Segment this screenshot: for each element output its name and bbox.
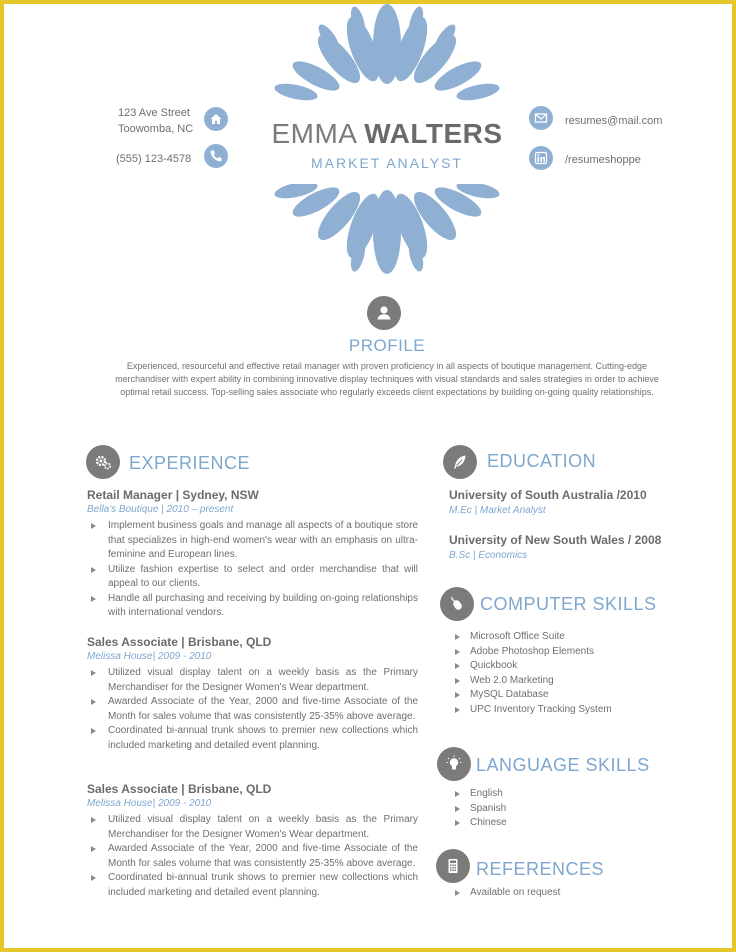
job-bullets [87, 666, 418, 753]
candidate-name [204, 118, 570, 150]
feather-icon [443, 445, 477, 479]
degree: B.Sc | Economics [449, 550, 528, 561]
bullet-item: Awarded Associate of the Year, 2000 and five-time Associate of the Month for sales volume that was consistently 25-35% above average. [87, 842, 418, 871]
computer-skills-title: COMPUTER SKILLS [480, 594, 657, 614]
address [118, 105, 193, 137]
linkedin: /resumeshoppe [565, 154, 641, 166]
bullet-item: Handle all purchasing and receiving by building on-going relationships with international vendors. [87, 592, 418, 621]
degree: M.Ec | Market Analyst [449, 505, 546, 516]
references-list [450, 886, 560, 901]
profile-title: PROFILE [348, 336, 426, 355]
job-bullets [87, 519, 418, 621]
education-title: EDUCATION [487, 451, 597, 471]
language-skills-list [450, 787, 507, 831]
name-last: WALTERS [364, 118, 503, 149]
job-entry-1 [87, 487, 418, 621]
bullet-item: Implement business goals and manage all aspects of a boutique store that specializes in high-end women's wear with an emphasis on ultra-feminine and European lines. [87, 519, 418, 563]
job-title: Retail Manager | Sydney, NSW [87, 488, 259, 502]
list-item: UPC Inventory Tracking System [450, 703, 612, 718]
bullet-item: Awarded Associate of the Year, 2000 and five-time Associate of the Month for sales volume that was consistently 25-35% above average. [87, 695, 418, 724]
job-bullets [87, 813, 418, 900]
mouse-icon [440, 587, 474, 621]
address-line1: 123 Ave Street [118, 107, 190, 119]
list-item: Quickbook [450, 659, 612, 674]
bullet-item: Utilized visual display talent on a weekly basis as the Primary Merchandiser for the Designer Women's Wear department. [87, 666, 418, 695]
job-entry-2 [87, 634, 418, 753]
list-item: Spanish [450, 802, 507, 817]
job-entry-3 [87, 781, 418, 900]
job-meta: Bella's Boutique | 2010 – present [87, 504, 234, 515]
list-item: Available on request [450, 886, 560, 901]
email-icon [529, 106, 553, 130]
name-first: EMMA [271, 118, 356, 149]
list-item: Web 2.0 Marketing [450, 674, 612, 689]
calculator-icon [436, 849, 470, 883]
address-line2: Toowomba, NC [118, 123, 194, 135]
references-title: REFERENCES [476, 859, 605, 879]
lightbulb-icon [437, 747, 471, 781]
bullet-item: Utilized visual display talent on a weekly basis as the Primary Merchandiser for the Designer Women's Wear department. [87, 813, 418, 842]
user-icon [367, 296, 401, 330]
education-item-2 [449, 532, 709, 563]
experience-title: EXPERIENCE [129, 453, 251, 473]
list-item: MySQL Database [450, 688, 612, 703]
gears-icon [86, 445, 120, 479]
list-item: English [450, 787, 507, 802]
bullet-item: Coordinated bi-annual trunk shows to premier new collections which included marketing and detailed event planning. [87, 871, 418, 900]
bullet-item: Utilize fashion expertise to select and order merchandise that will appeal to our clients. [87, 563, 418, 592]
list-item: Chinese [450, 816, 507, 831]
education-item-1 [449, 487, 709, 518]
list-item: Adobe Photoshop Elements [450, 645, 612, 660]
school-name: University of New South Wales / 2008 [449, 533, 662, 547]
language-skills-title: LANGUAGE SKILLS [476, 755, 650, 775]
job-meta: Melissa House| 2009 - 2010 [87, 651, 212, 662]
computer-skills-list [450, 630, 612, 717]
list-item: Microsoft Office Suite [450, 630, 612, 645]
job-meta: Melissa House| 2009 - 2010 [87, 798, 212, 809]
candidate-role: MARKET ANALYST [311, 155, 463, 171]
linkedin-icon [529, 146, 553, 170]
job-title: Sales Associate | Brisbane, QLD [87, 782, 272, 796]
profile-text: Experienced, resourceful and effective retail manager with proven proficiency in all aspects of boutique management. Cutting-edge merchandiser with expert ability in combining innovative display techniques with visual standards and sales strategies in order to achieve optimal retail success. Top-selling sales associate who regularly exceeds client expectations by building on-going quality relationships. [115, 361, 659, 397]
school-name: University of South Australia /2010 [449, 488, 647, 502]
phone: (555) 123-4578 [116, 153, 192, 165]
job-title: Sales Associate | Brisbane, QLD [87, 635, 272, 649]
email: resumes@mail.com [565, 115, 663, 127]
bullet-item: Coordinated bi-annual trunk shows to premier new collections which included marketing and detailed event planning. [87, 724, 418, 753]
